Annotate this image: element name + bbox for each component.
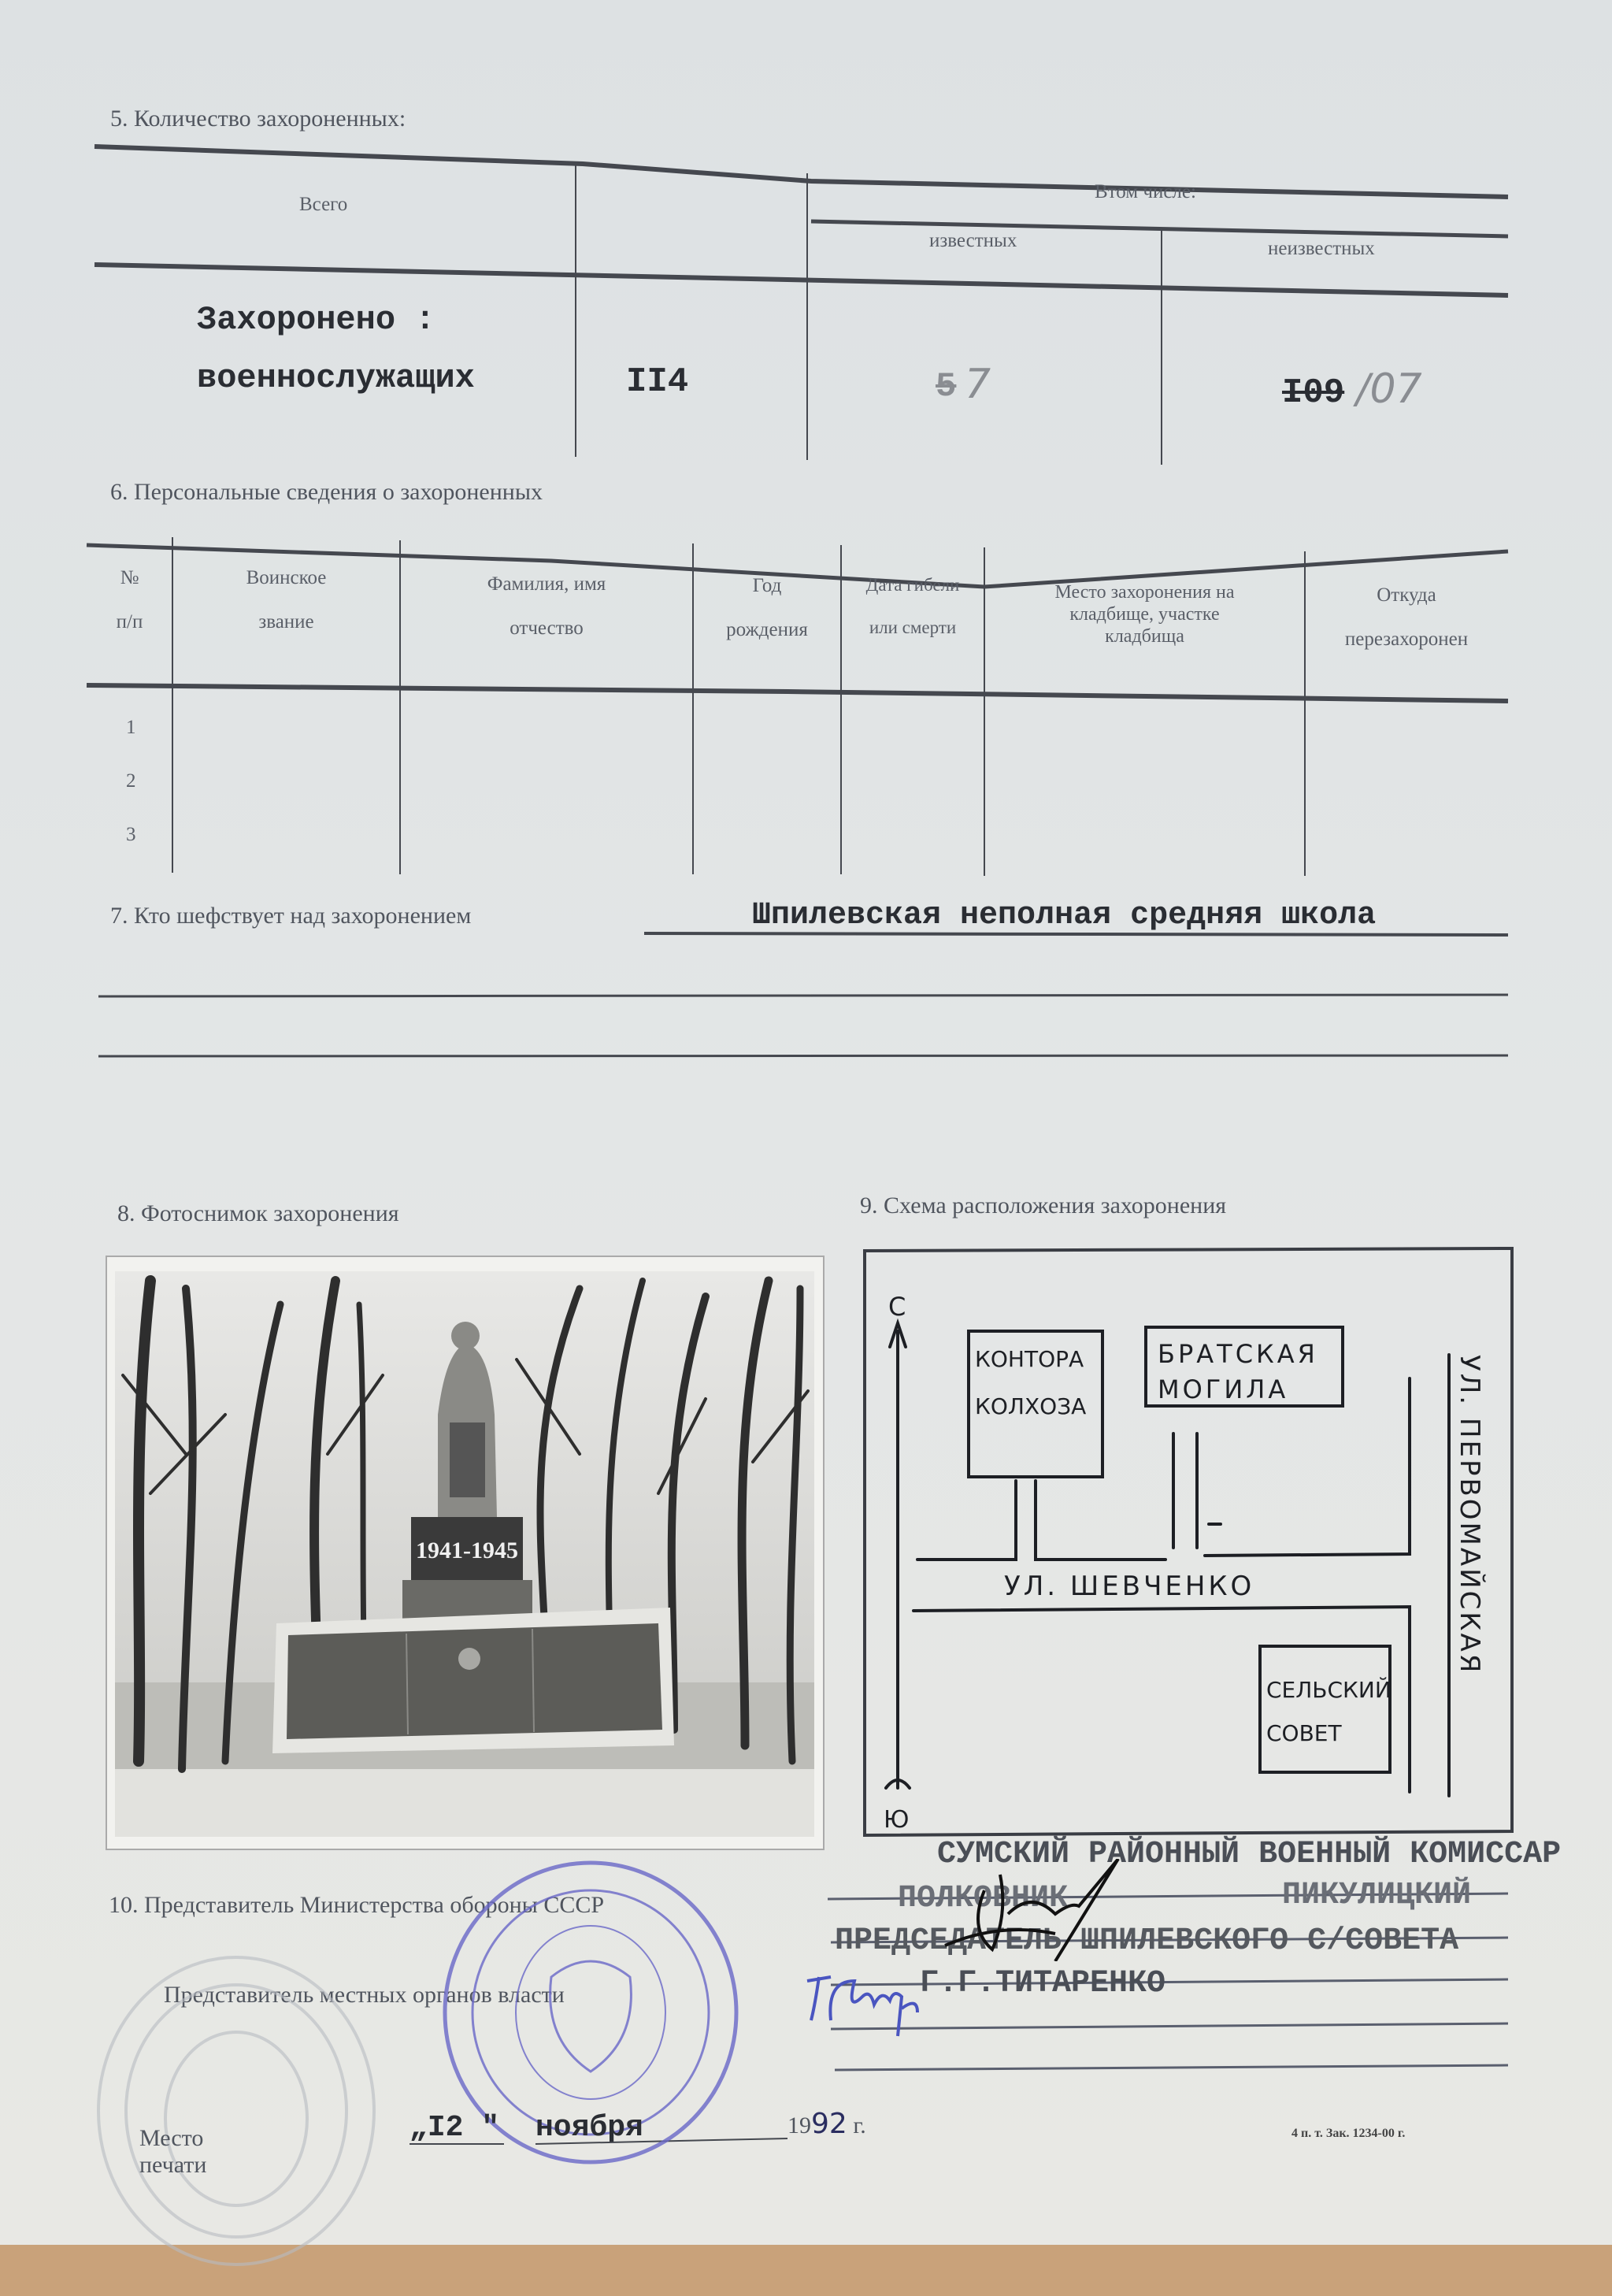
date-month: ноября [535,2111,643,2145]
kontora-label: КОЛХОЗА [975,1393,1087,1419]
north-arrow-icon [890,1323,906,1788]
known-handwritten-value: 7 [965,361,991,408]
table-row-number: 2 [126,770,136,792]
monument-plaque-text: 1941-1945 [416,1537,518,1563]
row-label-servicemen: военнослужащих [197,359,475,397]
mass-grave-label: МОГИЛА [1158,1374,1289,1404]
col-including-header: Втом числе: [1095,181,1196,202]
commissar-stamp-line: СУМСКИЙ РАЙОННЫЙ ВОЕННЫЙ КОМИССАР [937,1837,1562,1872]
commissar-signature [937,1859,1142,1961]
col-known-header: известных [929,230,1017,251]
patron-value: Шпилевская неполная средняя школа [752,898,1377,933]
village-council-building [1260,1646,1390,1772]
table-row-number: 1 [126,717,136,738]
kontora-label: КОНТОРА [975,1346,1084,1372]
table5-top-rule [94,147,1508,197]
header-reburied-from: Откуда перезахоронен [1344,584,1469,650]
commissar-name-stamp: ПИКУЛИЦКИЙ [1282,1878,1472,1913]
header-death-date: Дата гибели или смерти [865,575,960,637]
date-day: „I2 " [409,2111,500,2145]
patron-label: 7. Кто шефствует над захоронением [110,903,472,929]
print-info: 4 п. т. Зак. 1234-00 г. [1291,2127,1406,2140]
table-row-number: 3 [126,824,136,845]
local-representative-label: Представитель местных органов власти [164,1982,565,2008]
total-buried-value: II4 [626,362,689,402]
street-pervomaiskaya-label: УЛ. ПЕРВОМАЙСКАЯ [1454,1355,1485,1675]
village-council-label: СОВЕТ [1266,1720,1342,1746]
section6-title: 6. Персональные сведения о захороненных [110,479,543,505]
unknown-typed-value: I09 [1282,373,1345,413]
chairman-stamp-line: ПРЕДСЕДАТЕЛЬ ШПИЛЕВСКОГО С/СОВЕТА [835,1923,1459,1959]
header-birth-year: Год рождения [726,575,808,640]
street-shevchenko-label: УЛ. ШЕВЧЕНКО [1004,1571,1255,1602]
header-number: № п/п [116,567,143,632]
header-full-name: Фамилия, имя отчество [487,573,606,639]
photo-title: 8. Фотоснимок захоронения [117,1200,399,1226]
scheme-title: 9. Схема расположения захоронения [860,1193,1227,1218]
village-council-seal [87,1945,386,2276]
row-label-buried: Захоронено : [197,301,435,339]
rank-stamp: ПОЛКОВНИК [898,1881,1069,1916]
col-unknown-header: неизвестных [1268,238,1375,259]
header-burial-place: Место захоронения на кладбище, участке кладбища [1054,582,1235,647]
mass-grave-label: БРАТСКАЯ [1158,1339,1318,1369]
seal-place-label: Место печати [139,2125,207,2178]
chairman-name-stamp: Г.Г.ТИТАРЕНКО [920,1966,1166,2001]
burial-photo [107,1257,823,1849]
date-year: 1992 г. [787,2108,866,2140]
south-label: Ю [884,1806,910,1834]
monument-photo-image [107,1257,823,1849]
north-label: С [888,1292,906,1322]
known-typed-value: 5 [936,367,957,406]
section5-title: 5. Количество захороненных: [110,106,406,132]
header-rank: Воинское звание [246,567,327,632]
col-total-header: Всего [299,194,348,215]
mod-representative-label: 10. Представитель Министерства обороны СССР [109,1892,605,1918]
unknown-handwritten-value: /07 [1356,365,1422,413]
village-council-label: СЕЛЬСКИЙ [1266,1677,1392,1703]
chairman-signature [799,1965,925,2044]
scheme-frame [865,1248,1512,1835]
location-scheme [858,1244,1520,1843]
